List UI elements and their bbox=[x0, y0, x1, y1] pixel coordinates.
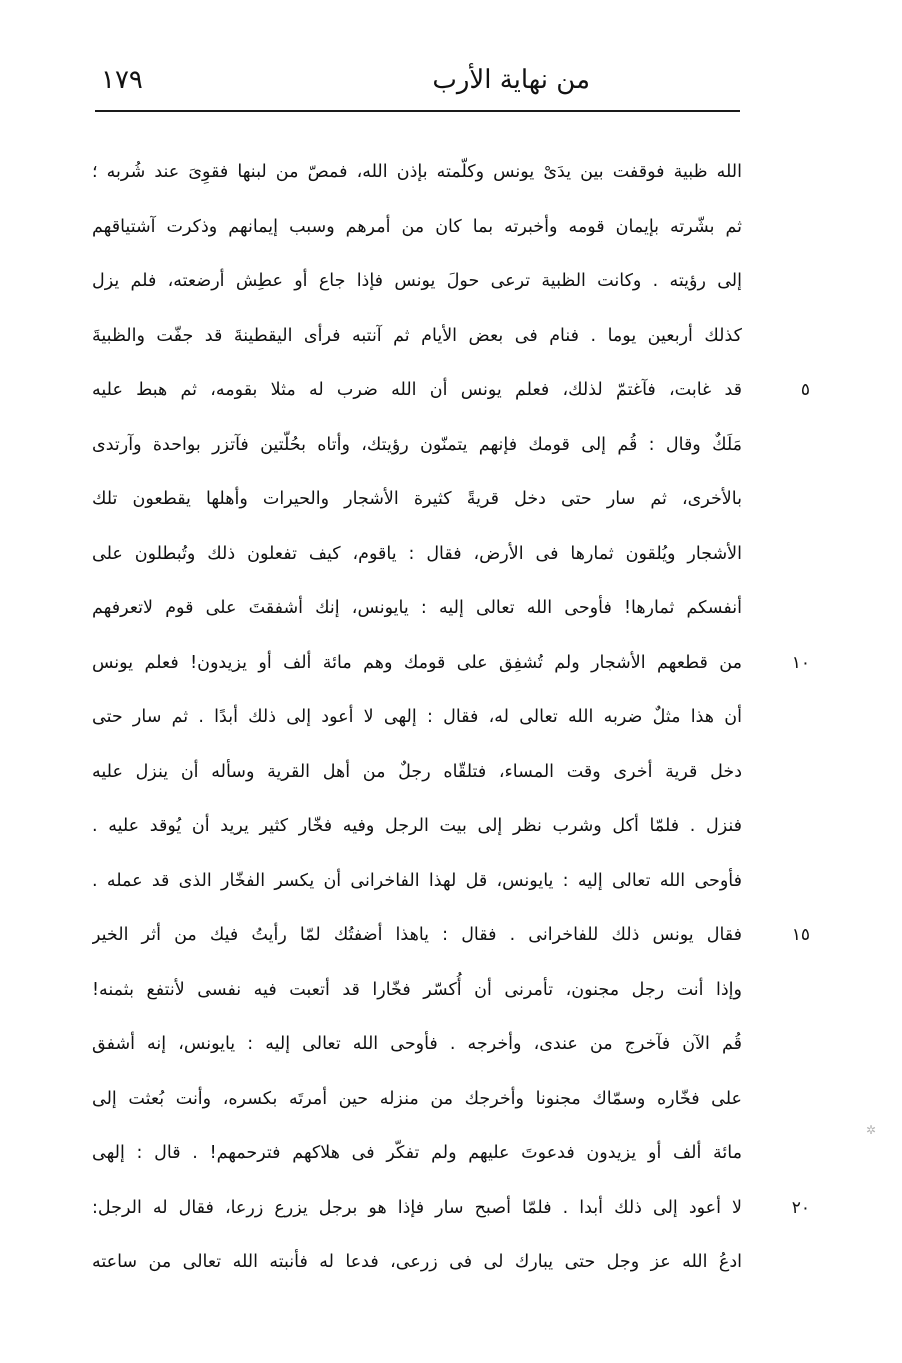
text-line: أن هذا مثلٌ ضربه الله تعالى له، فقال : إلهى لا أعود إلى ذلك أبدًا . ثم سار حتى bbox=[92, 707, 742, 727]
text-line: ادعُ الله عز وجل حتى يبارك لى فى زرعى، فدعا له فأنبته الله تعالى من ساعته bbox=[92, 1252, 742, 1272]
text-line: بالأخرى، ثم سار حتى دخل قريةً كثيرة الأشجار والحيرات وأهلها يقطعون تلك bbox=[92, 489, 742, 509]
margin-line-number: ٢٠ bbox=[791, 1197, 810, 1218]
text-line: إلى رؤيته . وكانت الظبية ترعى حولَ يونس فإذا جاع أو عطِش أرضعته، فلم يزل bbox=[92, 271, 742, 291]
page-number: ١٧٩ bbox=[101, 65, 143, 95]
ink-smudge: ✲ bbox=[866, 1123, 877, 1137]
text-line: ثم بشّرته بإيمان قومه وأخبرته بما كان من أمرهم وسبب إيمانهم وذكرت آشتياقهم bbox=[92, 216, 742, 237]
text-line: أنفسكم ثمارها! فأوحى الله تعالى إليه : يايونس، إنك أشفقتَ على قوم لاتعرفهم bbox=[92, 598, 742, 618]
text-line: فأوحى الله تعالى إليه : يايونس، قل لهذا الفاخرانى أن يكسر الفخّار الذى قد عمله . bbox=[92, 870, 742, 891]
text-line: الأشجار ويُلقون ثمارها فى الأرض، فقال : ياقوم، كيف تفعلون ذلك وتُبطلون على bbox=[92, 543, 742, 564]
text-line: دخل قرية أخرى وقت المساء، فتلقّاه رجلٌ من أهل القرية وسأله أن ينزل عليه bbox=[92, 761, 742, 782]
text-line: قد غابت، فآغتمّ لذلك، فعلم يونس أن الله ضرب له مثلا بقومه، ثم هبط عليه bbox=[92, 380, 742, 400]
text-line: قُم الآن فآخرج من عندى، وأخرجه . فأوحى الله تعالى إليه : يايونس، إنه أشفق bbox=[92, 1034, 742, 1054]
running-title: من نهاية الأرب bbox=[432, 65, 590, 95]
text-line: مَلَكٌ وقال : قُم إلى قومك فإنهم يتمنّون رؤيتك، وأتاه بحُلّتين فآتزر بواحدة وآرتدى bbox=[92, 434, 742, 455]
text-line: فقال يونس ذلك للفاخرانى . فقال : ياهذا أضفتُك لمّا رأيتُ فيك من أثر الخير bbox=[92, 925, 742, 945]
margin-line-number: ٥ bbox=[800, 380, 810, 400]
text-line: على فخّاره وسمّاك مجنونا وأخرجك من منزله حين أمرتَه بكسره، وأنت بُعثت إلى bbox=[92, 1088, 742, 1109]
text-line: من قطعهم الأشجار ولم تُشفِق على قومك وهم مائة ألف أو يزيدون! فعلم يونس bbox=[92, 652, 742, 673]
text-line: الله ظبية فوقفت بين يدَىْ يونس وكلّمته بإذن الله، فمصّ من لبنها فقوِىَ عند شُربه ؛ bbox=[92, 162, 742, 182]
text-line: لا أعود إلى ذلك أبدا . فلمّا أصبح سار فإذا هو برجل يزرع زرعا، فقال له الرجل: bbox=[92, 1197, 742, 1218]
text-line: وإذا أنت رجل مجنون، تأمرنى أن أُكسّر فخّارا قد أتعبت فيه نفسى لأنتفع بثمنه! bbox=[92, 979, 742, 1000]
margin-line-number: ١٥ bbox=[791, 925, 810, 945]
header-rule bbox=[95, 110, 740, 112]
margin-line-number: ١٠ bbox=[791, 652, 810, 673]
text-line: فنزل . فلمّا أكل وشرب نظر إلى بيت الرجل وفيه فخّار كثير يريد أن يُوقد عليه . bbox=[92, 816, 742, 836]
text-line: كذلك أربعين يوما . فنام فى بعض الأيام ثم آنتبه فرأى اليقطينةَ قد جفّت والظبيةَ bbox=[92, 325, 742, 346]
text-line: مائة ألف أو يزيدون فدعوتَ عليهم ولم تفكّر فى هلاكهم فترحمهم! . قال : إلهى bbox=[92, 1143, 742, 1163]
body-text bbox=[92, 145, 742, 1290]
page-header bbox=[95, 62, 740, 102]
